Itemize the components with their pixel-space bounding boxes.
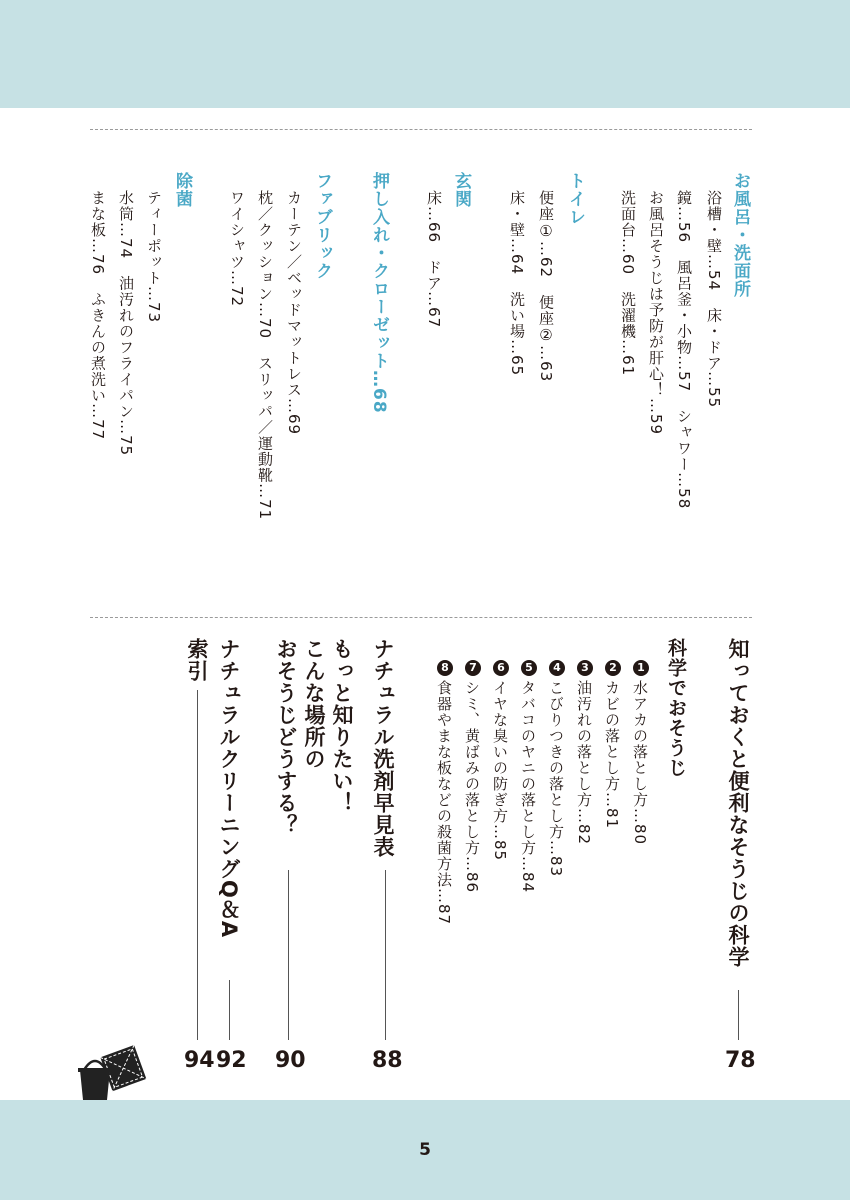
page-ref: 94: [184, 1048, 215, 1073]
toc-line: 浴槽・壁…54 床・ドア…55: [705, 190, 723, 409]
numbered-badge: 4: [549, 660, 565, 676]
toc-line: 水筒…74 油汚れのフライパン…75: [117, 190, 135, 457]
bucket-and-cloth-icon: [76, 1030, 148, 1102]
numbered-item-text: シミ、黄ばみの落とし方…86: [463, 680, 481, 894]
section-heading-bath: お風呂・洗面所: [730, 172, 750, 298]
toc-line: 床…66 ドア…67: [425, 190, 443, 329]
toc-line: カーテン／ベッドマットレス…69: [285, 190, 303, 436]
toc-line: ワイシャツ…72: [228, 190, 246, 308]
chapter-title-qa: ナチュラルクリーニングQ＆A: [217, 638, 241, 939]
numbered-badge: 3: [577, 660, 593, 676]
chapter-title-index: 索引: [185, 638, 209, 682]
section-heading-closet: 押し入れ・クローゼット…68: [369, 172, 389, 414]
page-number: 5: [419, 1140, 431, 1160]
science-subheading: 科学でおそうじ: [665, 638, 687, 778]
chapter-title-detergent: ナチュラル洗剤早見表: [371, 638, 395, 858]
numbered-badge: 7: [465, 660, 481, 676]
chapter-title-more-line1: もっと知りたい！: [330, 638, 354, 814]
numbered-item-text: タバコのヤニの落とし方…84: [519, 680, 537, 894]
toc-line: まな板…76 ふきんの煮洗い…77: [89, 190, 107, 441]
leader-line: [288, 870, 289, 1040]
numbered-item-text: イヤな臭いの防ぎ方…85: [491, 680, 509, 862]
numbered-item-text: 水アカの落とし方…80: [631, 680, 649, 846]
numbered-item-text: 油汚れの落とし方…82: [575, 680, 593, 846]
leader-line: [197, 690, 198, 1040]
section-heading-fabric: ファブリック: [312, 172, 332, 280]
leader-line: [229, 980, 230, 1040]
section-heading-sterilize: 除菌: [172, 172, 192, 208]
toc-line: 洗面台…60 洗濯機…61: [619, 190, 637, 377]
section-heading-toilet: トイレ: [565, 172, 585, 226]
toc-line: 床・壁…64 洗い場…65: [508, 190, 526, 377]
numbered-badge: 6: [493, 660, 509, 676]
leader-line: [738, 990, 739, 1040]
chapter-title-more-line2: こんな場所の: [302, 638, 326, 770]
top-divider: [90, 129, 752, 130]
toc-line: お風呂そうじは予防が肝心！…59: [647, 190, 665, 436]
numbered-badge: 2: [605, 660, 621, 676]
chapter-title-science: 知っておくと便利なそうじの科学: [726, 638, 750, 968]
toc-line: 便座①…62 便座②…63: [537, 190, 555, 383]
numbered-badge: 8: [437, 660, 453, 676]
leader-line: [385, 870, 386, 1040]
top-band: [0, 0, 850, 108]
page-ref: 92: [216, 1048, 247, 1073]
page-ref: 90: [275, 1048, 306, 1073]
numbered-item-text: 食器やまな板などの殺菌方法…87: [435, 680, 453, 926]
numbered-item-text: こびりつきの落とし方…83: [547, 680, 565, 878]
numbered-badge: 5: [521, 660, 537, 676]
toc-line: 鏡…56 風呂釜・小物…57 シャワー…58: [675, 190, 693, 510]
middle-divider: [90, 617, 752, 618]
chapter-title-more-line3: おそうじどうする？: [274, 638, 298, 836]
page-ref: 88: [372, 1048, 403, 1073]
page-ref: 78: [725, 1048, 756, 1073]
toc-line: 枕／クッション…70 スリッパ／運動靴…71: [256, 190, 274, 521]
section-heading-entrance: 玄関: [451, 172, 471, 208]
toc-line: ティーポット…73: [145, 190, 163, 324]
numbered-item-text: カビの落とし方…81: [603, 680, 621, 830]
numbered-badge: 1: [633, 660, 649, 676]
